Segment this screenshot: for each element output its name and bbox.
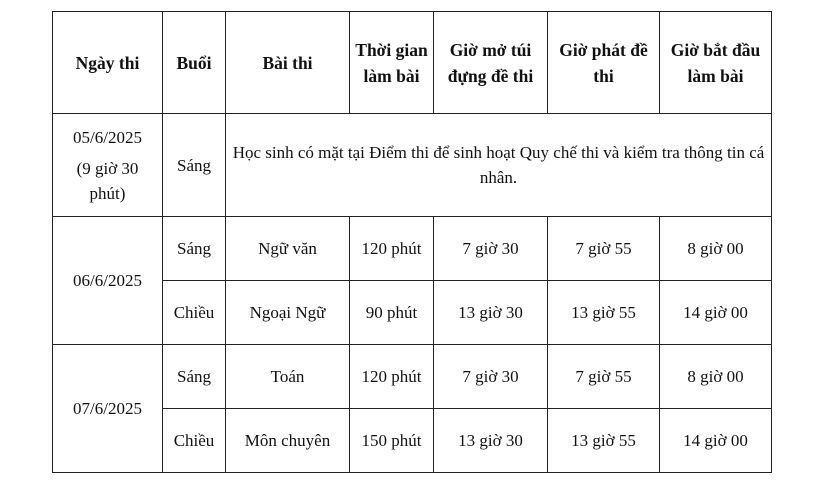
header-open-envelope-time: Giờ mở túi đựng đề thi bbox=[434, 12, 548, 114]
session-cell: Sáng bbox=[163, 345, 226, 409]
orientation-note: Học sinh có mặt tại Điểm thi để sinh hoạt Quy chế thi và kiểm tra thông tin cá nhân. bbox=[226, 114, 772, 217]
duration-cell: 150 phút bbox=[350, 409, 434, 473]
open-envelope-cell: 7 giờ 30 bbox=[434, 345, 548, 409]
table-row bbox=[53, 345, 772, 409]
session-cell: Sáng bbox=[163, 114, 226, 217]
open-envelope-cell: 13 giờ 30 bbox=[434, 409, 548, 473]
distribute-cell: 13 giờ 55 bbox=[548, 409, 660, 473]
duration-cell: 120 phút bbox=[350, 217, 434, 281]
header-session: Buổi bbox=[163, 12, 226, 114]
subject-cell: Môn chuyên bbox=[226, 409, 350, 473]
header-distribute-time: Giờ phát đề thi bbox=[548, 12, 660, 114]
start-cell: 14 giờ 00 bbox=[660, 409, 772, 473]
distribute-cell: 7 giờ 55 bbox=[548, 345, 660, 409]
table-header-row bbox=[53, 12, 772, 114]
exam-date-cell: 06/6/2025 bbox=[53, 217, 163, 345]
duration-cell: 90 phút bbox=[350, 281, 434, 345]
exam-schedule-table bbox=[52, 11, 772, 473]
exam-date-time-note: (9 giờ 30 phút) bbox=[76, 158, 139, 203]
distribute-cell: 7 giờ 55 bbox=[548, 217, 660, 281]
subject-cell: Ngữ văn bbox=[226, 217, 350, 281]
table-row bbox=[53, 217, 772, 281]
header-exam-date: Ngày thi bbox=[53, 12, 163, 114]
exam-date: 05/6/2025 bbox=[73, 127, 142, 147]
subject-cell: Toán bbox=[226, 345, 350, 409]
subject-cell: Ngoại Ngữ bbox=[226, 281, 350, 345]
header-duration: Thời gian làm bài bbox=[350, 12, 434, 114]
start-cell: 14 giờ 00 bbox=[660, 281, 772, 345]
session-cell: Sáng bbox=[163, 217, 226, 281]
duration-cell: 120 phút bbox=[350, 345, 434, 409]
start-cell: 8 giờ 00 bbox=[660, 217, 772, 281]
open-envelope-cell: 7 giờ 30 bbox=[434, 217, 548, 281]
session-cell: Chiều bbox=[163, 281, 226, 345]
distribute-cell: 13 giờ 55 bbox=[548, 281, 660, 345]
header-start-time: Giờ bắt đầu làm bài bbox=[660, 12, 772, 114]
exam-date-cell bbox=[53, 114, 163, 217]
table-row bbox=[53, 114, 772, 217]
open-envelope-cell: 13 giờ 30 bbox=[434, 281, 548, 345]
session-cell: Chiều bbox=[163, 409, 226, 473]
header-subject: Bài thi bbox=[226, 12, 350, 114]
exam-date-cell: 07/6/2025 bbox=[53, 345, 163, 473]
start-cell: 8 giờ 00 bbox=[660, 345, 772, 409]
